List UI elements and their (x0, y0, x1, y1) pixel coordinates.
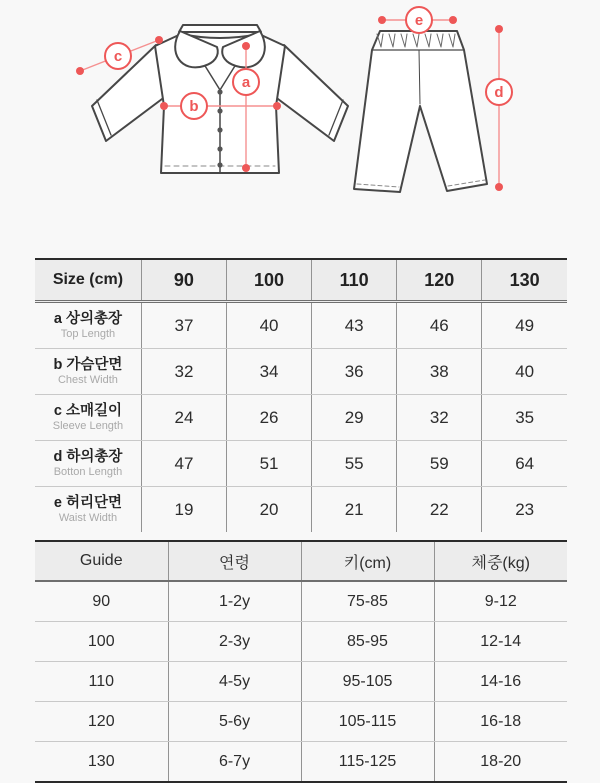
measure-label-b: b (189, 98, 199, 115)
table-cell: 115-125 (301, 742, 434, 783)
table-cell: 36 (312, 349, 397, 395)
table-cell: 85-95 (301, 622, 434, 662)
table-cell: 32 (397, 395, 482, 441)
table-cell: 120 (35, 702, 168, 742)
table-cell: 35 (482, 395, 567, 441)
row-label-en: Top Length (60, 327, 116, 340)
table-row-size-120 (35, 702, 567, 742)
size-table-header-100: 100 (227, 259, 312, 302)
table-cell: 90 (35, 581, 168, 622)
table-cell: 2-3y (168, 622, 301, 662)
table-cell: 14-16 (434, 662, 567, 702)
row-label-en: Botton Length (53, 465, 123, 478)
size-table-header-130: 130 (482, 259, 567, 302)
pants-illustration (354, 31, 487, 192)
row-label-kr: d 하의총장 (53, 448, 123, 465)
table-cell: 1-2y (168, 581, 301, 622)
table-cell: 51 (227, 441, 312, 487)
table-cell: 4-5y (168, 662, 301, 702)
table-cell: 46 (397, 302, 482, 349)
table-cell: 29 (312, 395, 397, 441)
table-cell: 34 (227, 349, 312, 395)
size-table-header-90: 90 (141, 259, 226, 302)
table-cell: 43 (312, 302, 397, 349)
row-label-kr: b 가슴단면 (53, 356, 123, 373)
tables-section (0, 258, 600, 783)
row-label-en: Chest Width (57, 373, 118, 386)
size-table (35, 258, 567, 532)
table-cell: 9-12 (434, 581, 567, 622)
table-cell: 47 (141, 441, 226, 487)
shirt-right-sleeve (274, 45, 348, 141)
table-cell: 20 (227, 487, 312, 533)
measure-label-a: a (241, 74, 251, 91)
table-row-size-130 (35, 742, 567, 783)
table-cell: 100 (35, 622, 168, 662)
table-cell: 49 (482, 302, 567, 349)
table-row-size-110 (35, 662, 567, 702)
size-table-header-label: Size (cm) (35, 259, 141, 302)
size-table-header-row (35, 259, 567, 302)
table-cell: 38 (397, 349, 482, 395)
shirt-collar-band (179, 25, 261, 32)
guide-header-weight: 체중(kg) (434, 541, 567, 581)
size-table-header-120: 120 (397, 259, 482, 302)
table-cell: 64 (482, 441, 567, 487)
table-row-size-100 (35, 622, 567, 662)
row-label-kr: e 허리단면 (53, 494, 122, 511)
row-label-kr: a 상의총장 (53, 310, 122, 327)
table-cell: 32 (141, 349, 226, 395)
guide-header-height: 키(cm) (301, 541, 434, 581)
table-row-top-length (35, 302, 567, 349)
row-label (35, 395, 141, 441)
table-row-chest-width (35, 349, 567, 395)
table-row-size-90 (35, 581, 567, 622)
guide-table (35, 540, 567, 783)
table-cell: 59 (397, 441, 482, 487)
row-label-kr: c 소매길이 (53, 402, 122, 419)
table-cell: 24 (141, 395, 226, 441)
table-cell: 23 (482, 487, 567, 533)
pajama-measurement-diagram (0, 0, 600, 258)
row-label (35, 302, 141, 349)
size-table-header-110: 110 (312, 259, 397, 302)
table-cell: 75-85 (301, 581, 434, 622)
pants-body (354, 31, 487, 192)
table-cell: 6-7y (168, 742, 301, 783)
row-label (35, 349, 141, 395)
measure-label-e: e (414, 12, 424, 29)
table-cell: 19 (141, 487, 226, 533)
measure-label-d: d (494, 84, 504, 101)
table-cell: 18-20 (434, 742, 567, 783)
table-cell: 37 (141, 302, 226, 349)
table-row-bottom-length (35, 441, 567, 487)
guide-header-guide: Guide (35, 541, 168, 581)
table-cell: 26 (227, 395, 312, 441)
table-row-sleeve-length (35, 395, 567, 441)
table-cell: 130 (87, 752, 115, 770)
shirt-illustration (92, 25, 348, 173)
guide-header-age: 연령 (168, 541, 301, 581)
table-cell: 22 (397, 487, 482, 533)
table-cell: 21 (312, 487, 397, 533)
table-cell: 110 (35, 662, 168, 702)
row-label-en: Sleeve Length (52, 419, 124, 432)
table-cell: 12-14 (434, 622, 567, 662)
measure-label-c: c (113, 48, 123, 65)
table-cell: 40 (227, 302, 312, 349)
measure-d (486, 25, 512, 191)
table-cell: 16-18 (434, 702, 567, 742)
table-cell: 55 (312, 441, 397, 487)
guide-table-header-row (35, 541, 567, 581)
row-label (35, 487, 141, 533)
table-cell: 105-115 (301, 702, 434, 742)
row-label (35, 441, 141, 487)
table-cell: 40 (482, 349, 567, 395)
row-label-en: Waist Width (58, 511, 118, 524)
table-row-waist-width (35, 487, 567, 533)
table-cell: 5-6y (168, 702, 301, 742)
measure-e (378, 7, 457, 33)
table-cell: 95-105 (301, 662, 434, 702)
